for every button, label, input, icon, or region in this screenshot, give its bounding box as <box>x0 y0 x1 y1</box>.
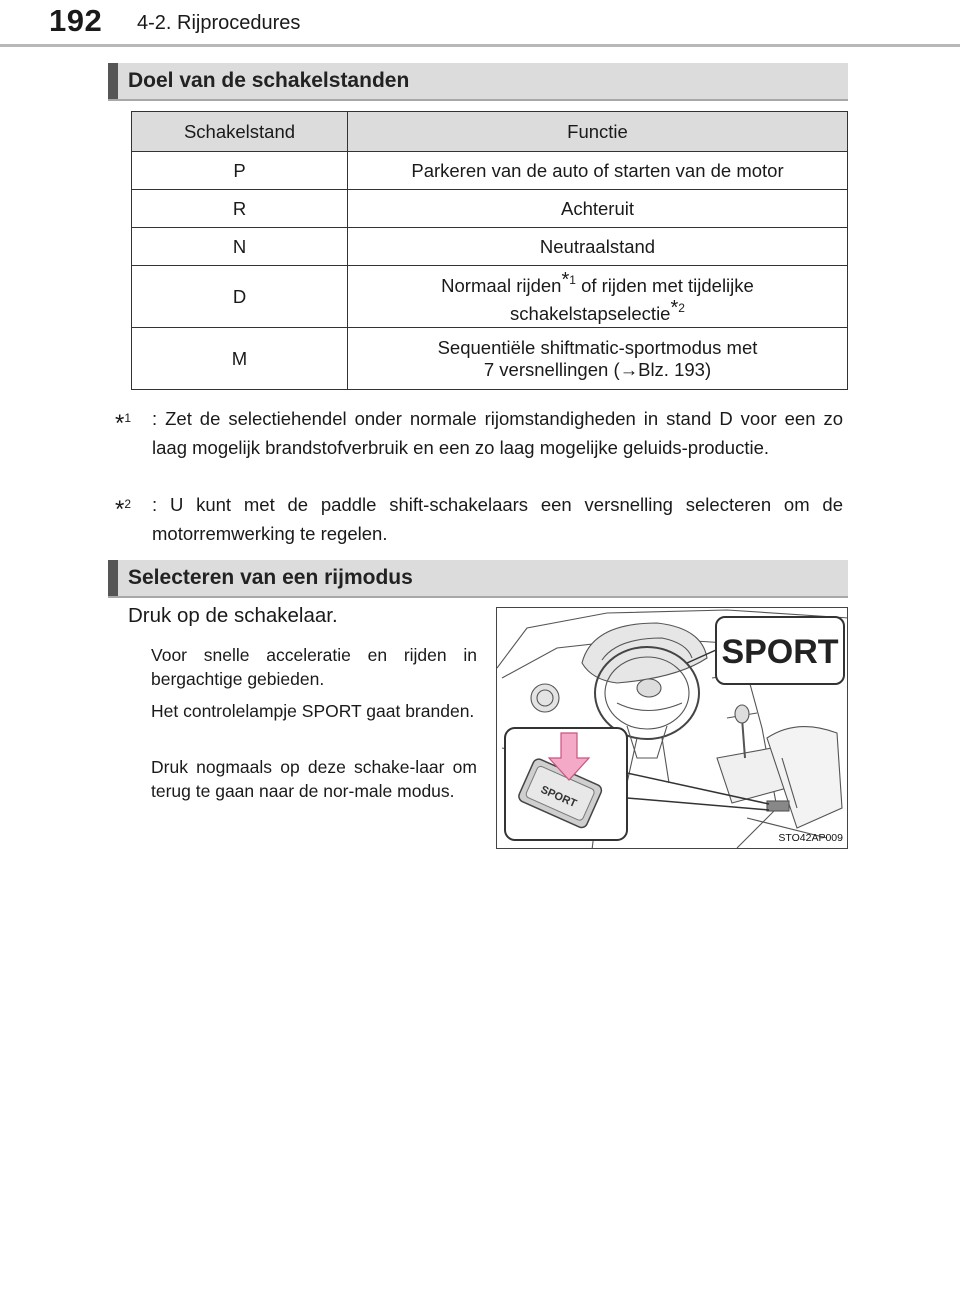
footnote-text: : U kunt met de paddle shift-schakelaars een versnelling selecteren om de motorremwerking te regelen. <box>152 494 843 544</box>
table-row <box>132 152 848 190</box>
shift-function <box>348 266 848 328</box>
table-header-row <box>132 112 848 152</box>
sport-button-text: SPORT <box>538 783 579 811</box>
description-paragraph: Druk nogmaals op deze schake-laar om terug te gaan naar de nor-male modus. <box>151 757 477 801</box>
header-rule <box>0 44 960 47</box>
footnote-marker: *$^1$ <box>115 410 132 437</box>
footnote-text: : Zet de selectiehendel onder normale rijomstandigheden in stand D voor een zo laag mogelijk brandstofverbruik en een zo laag mogelijke geluids-productie. <box>152 408 843 458</box>
footnote <box>115 490 843 548</box>
column-header: Schakelstand <box>132 112 348 152</box>
arrow-icon: → <box>619 358 639 380</box>
shift-position: M <box>132 328 348 390</box>
chapter-title: 4-2. Rijprocedures <box>137 12 301 34</box>
shift-function: Parkeren van de auto of starten van de motor <box>348 152 848 190</box>
shift-function <box>348 328 848 390</box>
function-text: of rijden met tijdelijke <box>575 274 754 296</box>
shift-function: Neutraalstand <box>348 228 848 266</box>
table-row <box>132 190 848 228</box>
page-reference[interactable]: Blz. 193) <box>638 358 712 380</box>
shift-function: Achteruit <box>348 190 848 228</box>
description-paragraph: Voor snelle acceleratie en rijden in bergachtige gebieden. <box>151 645 477 689</box>
column-header: Functie <box>348 112 848 152</box>
page-number: 192 <box>49 3 103 38</box>
function-text: Sequentiële shiftmatic-sportmodus met <box>437 336 758 358</box>
shift-position: R <box>132 190 348 228</box>
section-heading-shift-positions <box>108 63 848 101</box>
shift-position: P <box>132 152 348 190</box>
shift-position: D <box>132 266 348 328</box>
footnote-marker: *$^2$ <box>115 496 132 523</box>
footnote <box>115 404 843 462</box>
table-row <box>132 228 848 266</box>
shift-position-table <box>131 111 848 390</box>
table-row <box>132 328 848 390</box>
section-title: Selecteren van een rijmodus <box>128 566 413 589</box>
dashboard-drawing <box>497 608 848 849</box>
section-heading-drive-mode <box>108 560 848 598</box>
sport-indicator-label: SPORT <box>721 633 839 671</box>
function-text: 7 versnellingen ( <box>483 358 620 380</box>
figure-code: STO42AP009 <box>778 832 843 844</box>
heading-bar <box>108 63 118 99</box>
description-paragraph: Het controlelampje SPORT gaat branden. <box>151 701 475 721</box>
function-text: schakelstapselectie <box>510 302 671 324</box>
section-title: Doel van de schakelstanden <box>128 69 410 92</box>
function-text: Normaal rijden <box>441 274 562 296</box>
sport-switch-illustration <box>496 607 848 849</box>
instruction-text: Druk op de schakelaar. <box>128 604 338 627</box>
footnote-ref: *$^1$ <box>561 268 576 291</box>
table-row <box>132 266 848 328</box>
footnote-ref: *$^2$ <box>670 296 685 319</box>
heading-bar <box>108 560 118 596</box>
shift-position: N <box>132 228 348 266</box>
